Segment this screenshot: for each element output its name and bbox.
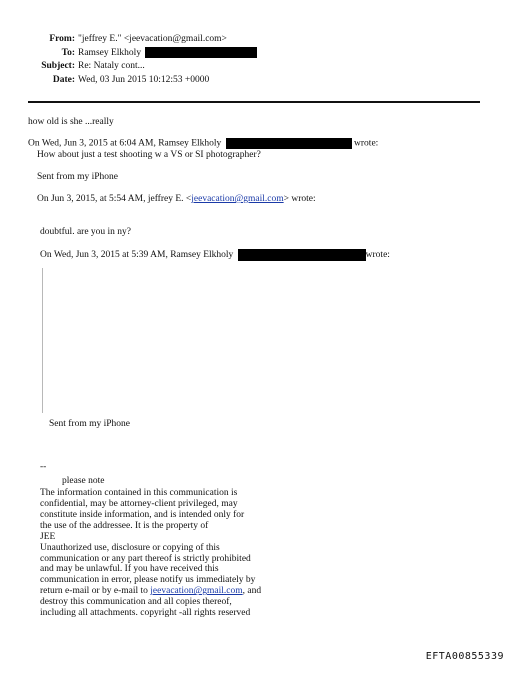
- disclaimer-line: confidential, may be attorney-client privileged, may: [40, 498, 238, 509]
- quote3-header-prefix: On Wed, Jun 3, 2015 at 5:39 AM, Ramsey Elkholy: [40, 250, 234, 261]
- to-value: Ramsey Elkholy: [78, 47, 142, 58]
- disclaimer-line: destroy this communication and all copies thereof,: [40, 597, 232, 608]
- date-label: Date:: [52, 75, 75, 85]
- redaction-box: [145, 47, 257, 58]
- subject-value: Re: Nataly cont...: [78, 61, 145, 71]
- quote1-header-suffix: wrote:: [354, 138, 379, 149]
- redaction-box: [238, 249, 366, 261]
- disclaimer-line: and may be unlawful. If you have received this: [40, 564, 219, 575]
- quote3-header: [40, 249, 390, 261]
- quote2-header-prefix: On Jun 3, 2015, at 5:54 AM, jeffrey E. <: [37, 194, 192, 204]
- date-value: Wed, 03 Jun 2015 10:12:53 +0000: [78, 75, 210, 85]
- to-row: [0, 47, 257, 59]
- disclaimer-email-link[interactable]: jeevacation@gmail.com: [150, 586, 243, 597]
- to-label: To:: [61, 47, 75, 58]
- from-value: "jeffrey E." <jeevacation@gmail.com>: [78, 34, 227, 44]
- from-row: [0, 34, 227, 45]
- disclaimer-line: Unauthorized use, disclosure or copying of this: [40, 542, 220, 553]
- quote2-header-suffix: > wrote:: [283, 194, 316, 204]
- disclaimer-line: communication in error, please notify us immediately by: [40, 575, 256, 586]
- quote-bar: [42, 268, 43, 413]
- quote1-sent-from: Sent from my iPhone: [37, 172, 119, 182]
- quote1-header-prefix: On Wed, Jun 3, 2015 at 6:04 AM, Ramsey Elkholy: [28, 138, 222, 149]
- quote2-email-link[interactable]: jeevacation@gmail.com: [191, 194, 284, 204]
- disclaimer-line: The information contained in this communication is: [40, 488, 238, 498]
- disclaimer-line: communication or any part thereof is strictly prohibited: [40, 553, 251, 564]
- disclaimer-email-line: [40, 586, 320, 597]
- disclaimer-line: JEE: [40, 531, 56, 542]
- please-note: please note: [62, 476, 105, 486]
- disclaimer-line: including all attachments. copyright -all rights reserved: [40, 608, 251, 619]
- disclaimer-email-prefix: return e-mail or by e-mail to: [40, 586, 151, 597]
- disclaimer-email-suffix: , and: [242, 586, 262, 597]
- from-label: From:: [49, 34, 75, 44]
- quote3-header-suffix: wrote:: [365, 250, 390, 261]
- disclaimer: [40, 488, 320, 619]
- subject-row: [0, 61, 145, 72]
- reply-text: how old is she ...really: [28, 117, 114, 127]
- date-row: [0, 75, 209, 86]
- quote2-header: [37, 194, 316, 205]
- disclaimer-line: constitute inside information, and is intended only for: [40, 509, 245, 520]
- quote3-sent-from: Sent from my iPhone: [49, 419, 131, 429]
- quote1-header: [28, 138, 378, 150]
- disclaimer-line: the use of the addressee. It is the property of: [40, 520, 209, 531]
- signature-dash: --: [40, 462, 47, 472]
- redaction-box: [226, 138, 352, 149]
- quote1-text: How about just a test shooting w a VS or SI photographer?: [37, 150, 261, 160]
- document-id: EFTA00855339: [425, 650, 504, 662]
- header-divider: [28, 101, 480, 103]
- subject-label: Subject:: [41, 61, 75, 71]
- quote2-text: doubtful. are you in ny?: [40, 227, 132, 237]
